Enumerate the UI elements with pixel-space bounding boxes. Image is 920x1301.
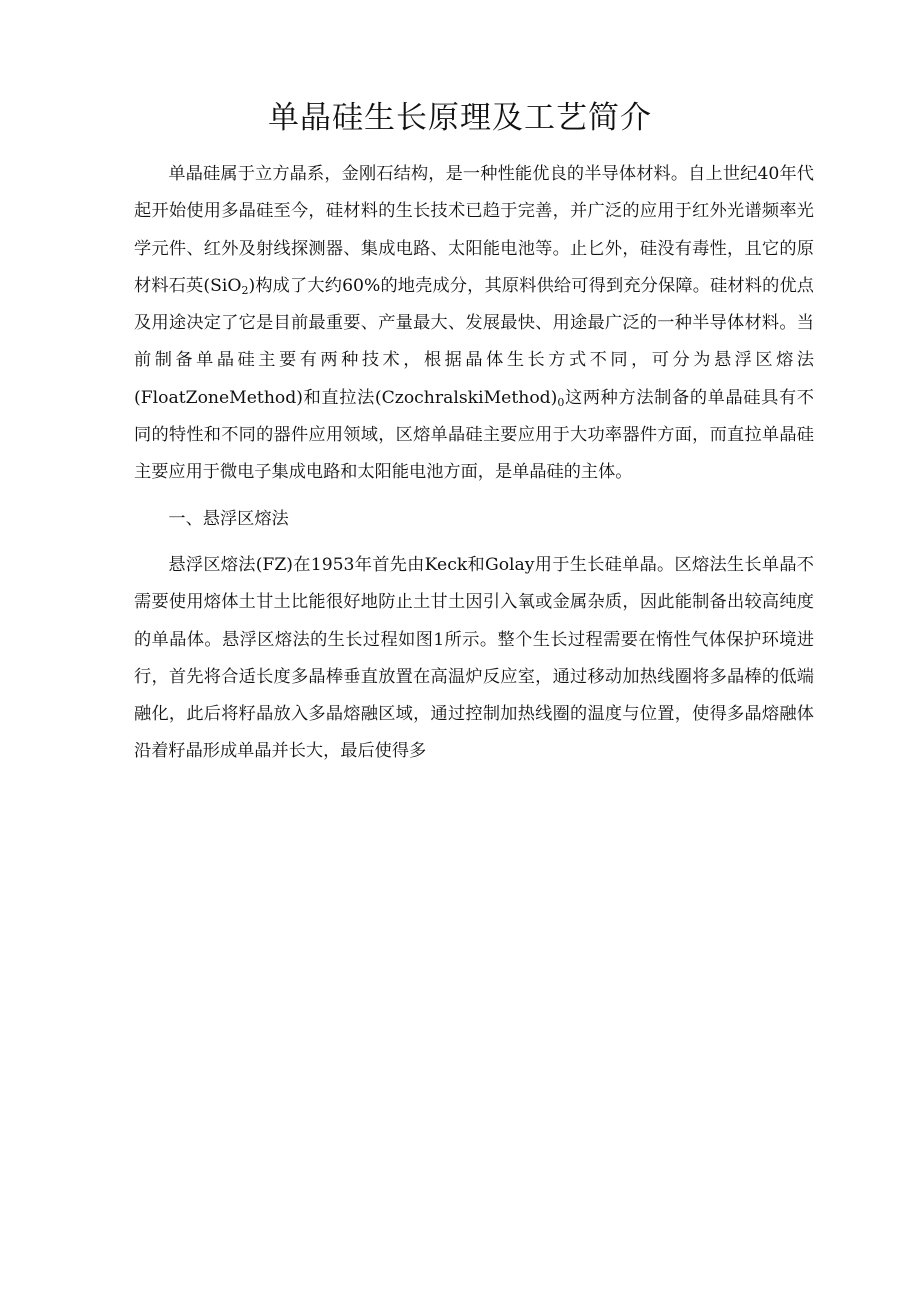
- period-subscript: 0: [557, 395, 565, 409]
- section-heading-float-zone: 一、悬浮区熔法: [168, 508, 289, 529]
- intro-paragraph-part3: 这两种方法制备的单晶硅具有不同的特性和不同的器件应用领域，区熔单晶硅主要应用于大功率器件方面，而直拉单晶硅主要应用于微电子集成电路和太阳能电池方面，是单晶硅的主体。: [134, 387, 814, 483]
- document-title: 单晶硅生长原理及工艺简介: [268, 100, 652, 136]
- intro-paragraph-part2: )构成了大约60%的地壳成分，其原料供给可得到充分保障。硅材料的优点及用途决定了它是目前最重要、产量最大、发展最快、用途最广泛的一种半导体材料。当前制备单晶硅主要有两种技术，根据晶体生长方式不同，可分为悬浮区熔法(FloatZoneMethod)和直拉法(CzochralskiMethod): [134, 275, 814, 408]
- intro-paragraph: [134, 156, 814, 492]
- float-zone-paragraph: 悬浮区熔法(FZ)在1953年首先由Keck和Golay用于生长硅单晶。区熔法生长单晶不需要使用熔体土甘土比能很好地防止土甘土因引入氧或金属杂质，因此能制备出较高纯度的单晶体。悬浮区熔法的生长过程如图1所示。整个生长过程需要在惰性气体保护环境进行，首先将合适长度多晶棒垂直放置在高温炉反应室，通过移动加热线圈将多晶棒的低端融化，此后将籽晶放入多晶熔融区域，通过控制加热线圈的温度与位置，使得多晶熔融体沿着籽晶形成单晶并长大，最后使得多: [134, 554, 814, 762]
- document-body: [134, 156, 814, 771]
- intro-paragraph-part1: 单晶硅属于立方晶系，金刚石结构，是一种性能优良的半导体材料。自上世纪40年代起开始使用多晶硅至今，硅材料的生长技术已趋于完善，并广泛的应用于红外光谱频率光学元件、红外及射线探测器、集成电路、太阳能电池等。止匕外，硅没有毒性，且它的原材料石英(SiO: [134, 164, 814, 296]
- sio2-subscript: 2: [241, 283, 249, 297]
